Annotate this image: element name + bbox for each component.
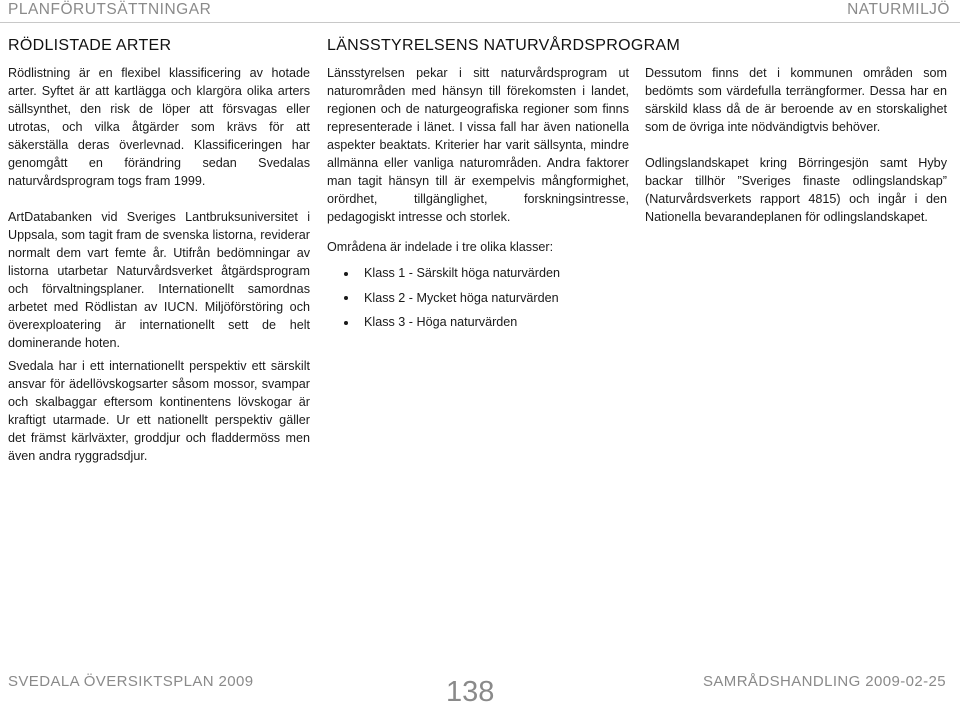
right-column-2	[645, 64, 947, 226]
left-column-top	[8, 64, 310, 352]
running-header-section: PLANFÖRUTSÄTTNINGAR	[8, 1, 212, 18]
left-column-bottom	[8, 357, 310, 465]
class-list	[327, 264, 629, 331]
section-title-lansstyrelsens-program: LÄNSSTYRELSENS NATURVÅRDSPROGRAM	[327, 37, 681, 54]
paragraph: Svedala har i ett internationellt perspektiv ett särskilt ansvar för ädellövskogsarter såsom mossor, svampar och skalbaggar eftersom kontinentens lövskogar är kraftigt utarmade. Ur ett nationellt perspektiv gäller det främst kärlväxter, groddjur och fladdermöss men även andra ryggradsdjur.	[8, 359, 310, 463]
paragraph: Dessutom finns det i kommunen områden som bedömts som värdefulla terrängformer. Dessa har en särskild klass då de är beroende av en storskalighet som de övriga inte nödvändigtvis behöver.	[645, 66, 947, 134]
page-number: 138	[446, 676, 495, 708]
footer-document-status: SAMRÅDSHANDLING 2009-02-25	[703, 673, 946, 690]
list-item: Klass 2 - Mycket höga naturvärden	[327, 289, 629, 307]
header-divider	[0, 22, 960, 23]
paragraph: Odlingslandskapet kring Börringesjön samt Hyby backar tillhör ”Sveriges finaste odlingslandskap” (Naturvårdsverkets rapport 4815) och ingår i den Nationella bevarandeplanen för odlingslandskapet.	[645, 156, 947, 224]
paragraph: ArtDatabanken vid Sveriges Lantbruksuniversitet i Uppsala, som tagit fram de svenska listorna, reviderar normalt dem vart femte år. Utifrån bedömningar av listorna utarbetar Naturvårdsverket åtgärdsprogram och förvaltningsplaner. Internationellt samordnas arbetet med Rödlistan av IUCN. Miljöförstöring och överexploatering är internationellt sett de helt dominerande hoten.	[8, 210, 310, 350]
paragraph: Rödlistning är en flexibel klassificering av hotade arter. Syftet är att kartlägga och klargöra olika arters sällsynthet, den risk de löper att försvagas eller utrotas, och vilka åtgärder som krävs för att säkerställa deras överlevnad. Klassificeringen har genomgått en förändring sedan Svedalas naturvårdsprogram togs fram 1999.	[8, 66, 310, 188]
class-list-intro: Områdena är indelade i tre olika klasser:	[327, 240, 554, 254]
running-header-topic: NATURMILJÖ	[847, 1, 950, 18]
footer-document-title: SVEDALA ÖVERSIKTSPLAN 2009	[8, 673, 254, 690]
paragraph: Länsstyrelsen pekar i sitt naturvårdsprogram ut naturområden med hänsyn till förekomsten i landet, regionen och de naturgeografiska regioner som finns representerade i länet. I vissa fall har även nationella aspekter beaktats. Kriterier har varit sällsynta, mindre allmänna eller vanliga naturområden. Andra faktorer man tagit hänsyn till är exempelvis mångformighet, orördhet, tillgänglighet, forskningsintresse, pedagogiskt intresse och storlek.	[327, 66, 629, 224]
list-item: Klass 1 - Särskilt höga naturvärden	[327, 264, 629, 282]
right-column-1	[327, 64, 629, 338]
section-title-rodlistade-arter: RÖDLISTADE ARTER	[8, 37, 172, 54]
list-item: Klass 3 - Höga naturvärden	[327, 313, 629, 331]
